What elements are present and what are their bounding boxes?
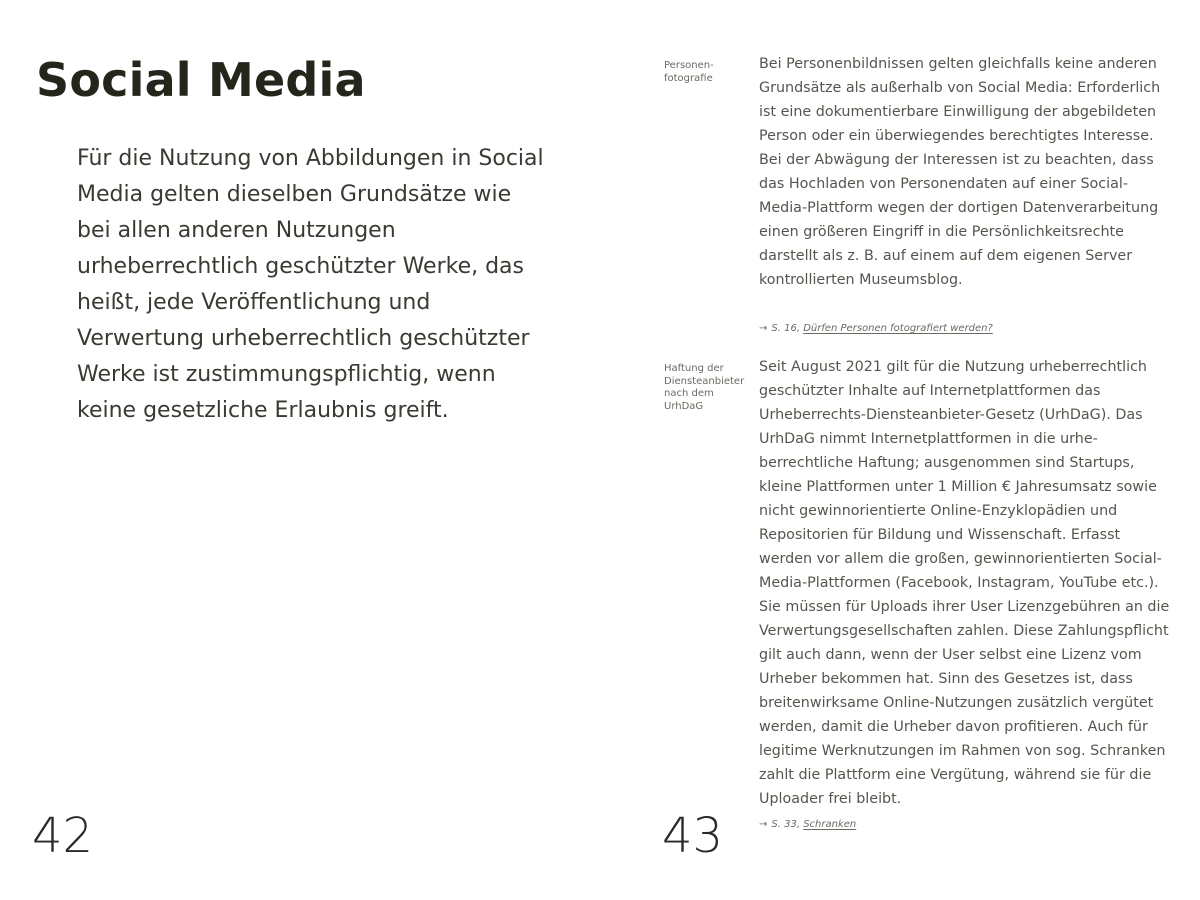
xref-page-ref: S. 16,: [771, 323, 800, 334]
margin-label-personenfotografie: Personenfotografie: [664, 60, 714, 84]
right-page: [600, 0, 1200, 900]
section-text-personenfotografie: Bei Personenbildnissen gelten gleichfalls keine anderen Grundsätze als außerhalb von Social Media: Erforderlich ist eine dokumentierbare Einwilligung der abgebildeten Person oder ein überwiegendes berechtigtes Interesse. Bei der Abwägung der Interessen ist zu beachten, dass das Hochladen von Personendaten auf einer Social-Media-Plattform wegen der dortigen Datenverarbeitung einen größeren Eingriff in die Persönlichkeitsrechte darstellt als z. B. auf einem auf dem eigenen Server kontrollierten Museumsblog.: [759, 56, 1161, 288]
page-title: Social Media: [36, 53, 366, 107]
xref-link-schranken[interactable]: Schranken: [803, 819, 857, 830]
page-number-right: 43: [662, 808, 724, 864]
cross-reference-schranken: [759, 818, 856, 832]
arrow-right-icon: →: [759, 323, 768, 334]
page-number-left: 42: [32, 808, 94, 864]
cross-reference-personen: [759, 322, 993, 336]
xref-link-personen-fotografiert[interactable]: Dürfen Personen fotografiert werden?: [803, 323, 993, 334]
arrow-right-icon: →: [759, 819, 768, 830]
margin-label-haftung-urhdag: Haftung der Diensteanbieter nach dem UrhDaG: [664, 363, 745, 412]
lead-paragraph: Für die Nutzung von Abbildungen in Social Media gelten dieselben Grundsätze wie bei allen anderen Nutzungen urheberrechtlich geschützter Werke, das heißt, jede Veröffentlichung und Verwertung urheberrechtlich geschützter Werke ist zustimmungspflichtig, wenn keine gesetzliche Erlaubnis greift.: [77, 146, 544, 423]
xref-page-ref: S. 33,: [771, 819, 800, 830]
section-text-haftung-urhdag: Seit August 2021 gilt für die Nutzung urheberrechtlich geschützter Inhalte auf Internetplattformen das Urheberrechts-Diensteanbieter-Gesetz (UrhDaG). Das UrhDaG nimmt Internetplattformen in die urheberrechtliche Haftung; ausgenommen sind Startups, kleine Plattformen unter 1 Million € Jahresumsatz sowie nicht gewinnorientierte Online-Enzyklopädien und Repositorien für Bildung und Wissenschaft. Erfasst werden vor allem die großen, gewinnorientierten Social-Media-Plattformen (Facebook, Instagram, YouTube etc.). Sie müssen für Uploads ihrer User Lizenzgebühren an die Verwertungsgesellschaften zahlen. Diese Zahlungspflicht gilt auch dann, wenn der User selbst eine Lizenz vom Urheber bekommen hat. Sinn des Gesetzes ist, dass breitenwirksame Online-Nutzungen zusätzlich vergütet werden, damit die Urheber davon profitieren. Auch für legitime Werknutzungen im Rahmen von sog. Schranken zahlt die Plattform eine Vergütung, während sie für die Uploader frei bleibt.: [759, 359, 1170, 807]
